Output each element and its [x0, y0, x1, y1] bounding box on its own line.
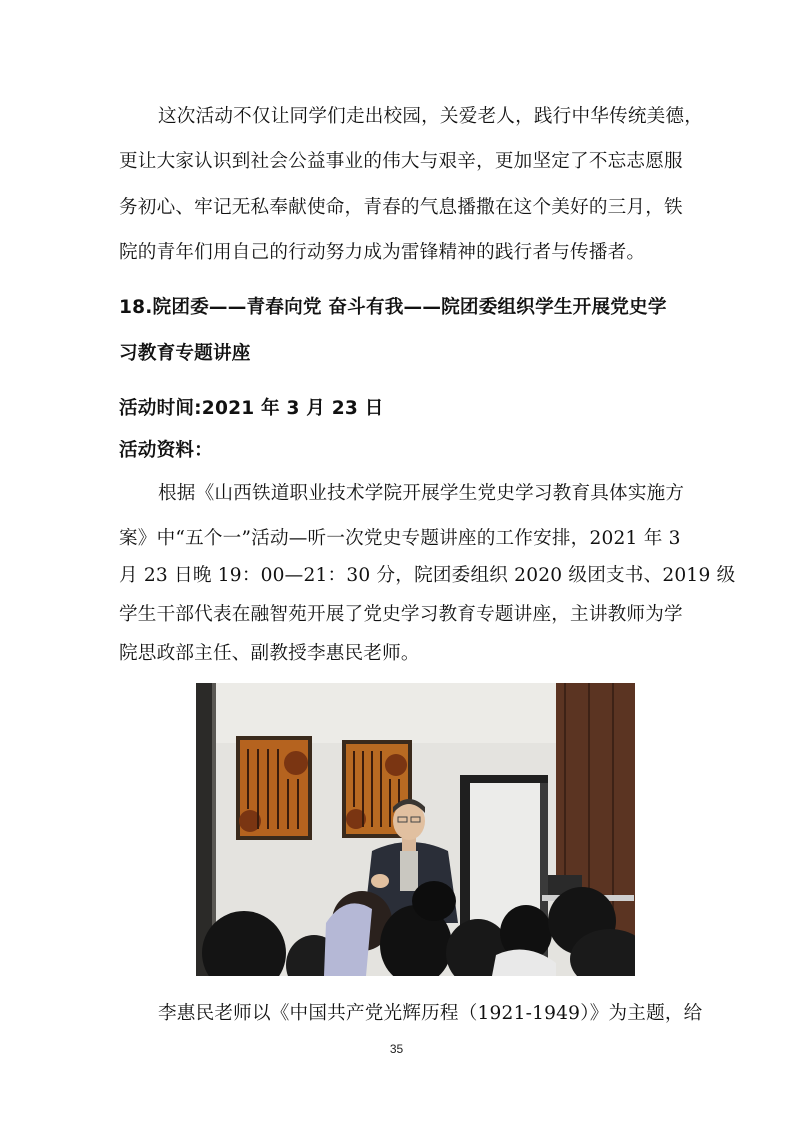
paragraph-1-line-2: 更让大家认识到社会公益事业的伟大与艰辛，更加坚定了不忘志愿服 — [119, 151, 683, 172]
section-heading-line-1: 18.院团委——青春向党 奋斗有我——院团委组织学生开展党史学 — [119, 297, 667, 318]
paragraph-1-line-4: 院的青年们用自己的行动努力成为雷锋精神的践行者与传播者。 — [119, 242, 646, 263]
paragraph-3-line-1: 李惠民老师以《中国共产党光辉历程（1921-1949）》为主题，给 — [158, 1003, 703, 1024]
activity-material-label: 活动资料： — [119, 440, 213, 461]
paragraph-2-line-3: 月 23 日晚 19：00—21：30 分，院团委组织 2020 级团支书、2019 级 — [119, 565, 736, 586]
paragraph-1-line-1: 这次活动不仅让同学们走出校园，关爱老人，践行中华传统美德， — [158, 106, 704, 127]
paragraph-2-line-5: 院思政部主任、副教授李惠民老师。 — [119, 643, 420, 664]
paragraph-2-line-4: 学生干部代表在融智苑开展了党史学习教育专题讲座，主讲教师为学 — [119, 604, 683, 625]
paragraph-1-line-3: 务初心、牢记无私奉献使命，青春的气息播撒在这个美好的三月，铁 — [119, 197, 683, 218]
paragraph-2-line-1: 根据《山西铁道职业技术学院开展学生党史学习教育具体实施方 — [158, 483, 685, 504]
activity-time: 活动时间:2021 年 3 月 23 日 — [119, 398, 384, 419]
lecture-photo — [196, 683, 635, 976]
paragraph-2-line-2: 案》中“五个一”活动—听一次党史专题讲座的工作安排，2021 年 3 — [119, 528, 681, 549]
page-number: 35 — [389, 1042, 404, 1056]
section-heading-line-2: 习教育专题讲座 — [119, 343, 251, 364]
